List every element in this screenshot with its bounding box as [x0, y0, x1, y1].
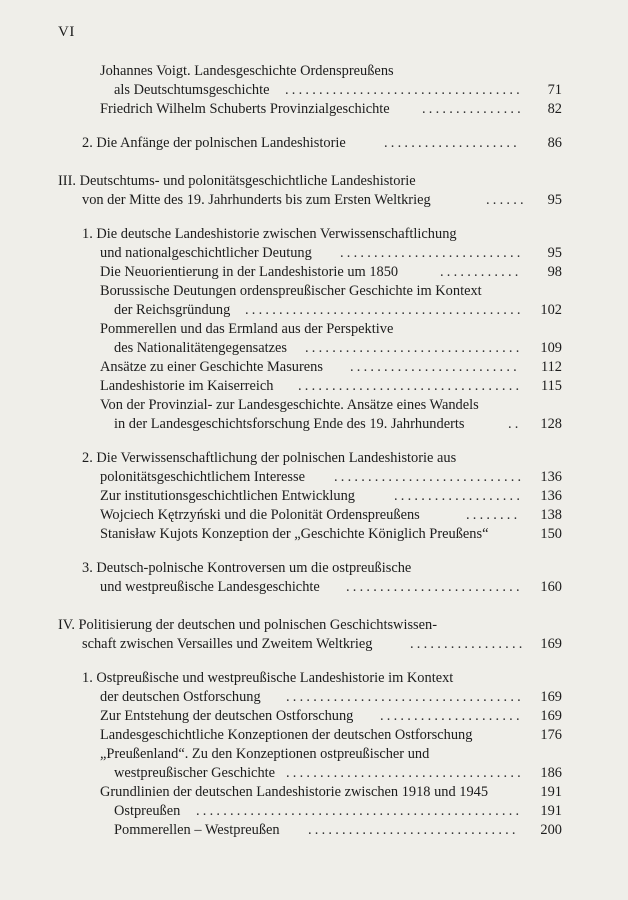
toc-entry-page: 95: [547, 192, 562, 208]
dot-leader: ............................: [334, 469, 525, 485]
toc-entry-page: 115: [540, 378, 562, 394]
toc-entry-title: Wojciech Kętrzyński und die Polonität Ordenspreußens: [100, 507, 420, 523]
toc-entry-iv-2: [0, 635, 628, 654]
toc-entry-iv-1: [0, 616, 628, 635]
toc-entry-ostpreussen: [0, 802, 628, 821]
toc-entry-title: von der Mitte des 19. Jahrhunderts bis zum Ersten Weltkrieg: [82, 192, 431, 208]
toc-entry-kontro-1: [0, 559, 628, 578]
toc-entry-page: 191: [540, 784, 562, 800]
toc-entry-preussenland-2: [0, 764, 628, 783]
toc-entry-title: des Nationalitätengegensatzes: [114, 340, 288, 356]
toc-entry-title: Die Neuorientierung in der Landeshistorie um 1850: [100, 264, 399, 280]
toc-entry-page: 186: [540, 765, 562, 781]
toc-entry-title: IV. Politisierung der deutschen und polnischen Geschichtswissen-: [58, 617, 438, 633]
toc-entry-title: Johannes Voigt. Landesgeschichte Ordenspreußens: [100, 63, 394, 79]
toc-entry-page: 169: [540, 689, 562, 705]
toc-entry-boruss-1: [0, 282, 628, 301]
dot-leader: ............: [440, 264, 522, 280]
toc-entry-page: 136: [540, 469, 562, 485]
toc-entry-page: 95: [547, 245, 562, 261]
dot-leader: ......: [486, 192, 527, 208]
toc-entry-pommerellen-wp: [0, 821, 628, 840]
dot-leader: ..........................: [346, 579, 523, 595]
toc-entry-ostf-2: [0, 688, 628, 707]
toc-entry-ostf-1: [0, 669, 628, 688]
toc-entry-title: Stanisław Kujots Konzeption der „Geschichte Königlich Preußens“: [100, 526, 489, 542]
toc-entry-page: 160: [540, 579, 562, 595]
dot-leader: ...................: [394, 488, 524, 504]
toc-entry-instit: [0, 487, 628, 506]
dot-leader: ................................................: [196, 803, 523, 819]
dot-leader: .........................................: [245, 302, 524, 318]
section-gap: [0, 434, 628, 449]
toc-entry-masuren: [0, 358, 628, 377]
toc-entry-title: polonitätsgeschichtlichem Interesse: [100, 469, 306, 485]
dot-leader: ........: [466, 507, 521, 523]
toc-entry-page: 109: [540, 340, 562, 356]
toc-entry-title: Von der Provinzial- zur Landesgeschichte. Ansätze eines Wandels: [100, 397, 479, 413]
toc-entry-title: Zur Entstehung der deutschen Ostforschung: [100, 708, 354, 724]
toc-entry-title: Ostpreußen: [114, 803, 181, 819]
toc-entry-title: Grundlinien der deutschen Landeshistorie zwischen 1918 und 1945: [100, 784, 489, 800]
toc-entry-ketrzynski: [0, 506, 628, 525]
section-gap: [0, 210, 628, 225]
toc-entry-title: schaft zwischen Versailles und Zweitem Weltkrieg: [82, 636, 373, 652]
toc-entry-konzept: [0, 726, 628, 745]
dot-leader: ...............: [422, 101, 524, 117]
toc-entry-page: 191: [540, 803, 562, 819]
toc-entry-title: III. Deutschtums- und polonitätsgeschichtliche Landeshistorie: [58, 173, 416, 189]
toc-entry-title: der deutschen Ostforschung: [100, 689, 261, 705]
toc-entry-page: 169: [540, 708, 562, 724]
toc-entry-page: 102: [540, 302, 562, 318]
toc-entry-kontro-2: [0, 578, 628, 597]
dot-leader: .................................: [298, 378, 523, 394]
toc-entry-page: 200: [540, 822, 562, 838]
dot-leader: ..: [508, 416, 522, 432]
dot-leader: ...........................: [340, 245, 524, 261]
toc-entry-page: 128: [540, 416, 562, 432]
toc-entry-title: Pommerellen – Westpreußen: [114, 822, 280, 838]
dot-leader: ...................................: [286, 689, 524, 705]
toc-entry-anfaenge: [0, 134, 628, 153]
toc-entry-page: 138: [540, 507, 562, 523]
toc-entry-neuorient: [0, 263, 628, 282]
toc-entry-title: 1. Die deutsche Landeshistorie zwischen Verwissenschaftlichung: [82, 226, 457, 242]
toc-entry-boruss-2: [0, 301, 628, 320]
section-gap: [0, 597, 628, 616]
toc-entry-title: der Reichsgründung: [114, 302, 231, 318]
toc-entry-title: „Preußenland“. Zu den Konzeptionen ostpreußischer und: [100, 746, 430, 762]
toc-entry-voigt-1: [0, 62, 628, 81]
toc-entry-title: als Deutschtumsgeschichte: [114, 82, 270, 98]
toc-entry-page: 169: [540, 636, 562, 652]
toc-entry-page: 150: [540, 526, 562, 542]
toc-entry-title: 1. Ostpreußische und westpreußische Landeshistorie im Kontext: [82, 670, 454, 686]
toc-entry-provinz-1: [0, 396, 628, 415]
toc-entry-kaiserreich: [0, 377, 628, 396]
toc-entry-provinz-2: [0, 415, 628, 434]
toc-entry-page: 112: [540, 359, 562, 375]
toc-entry-title: 2. Die Anfänge der polnischen Landeshistorie: [82, 135, 346, 151]
toc-entry-preussenland-1: [0, 745, 628, 764]
toc-entry-pomm-1: [0, 320, 628, 339]
toc-entry-title: und westpreußische Landesgeschichte: [100, 579, 320, 595]
toc-entry-grundlinien: [0, 783, 628, 802]
toc-entry-page: 136: [540, 488, 562, 504]
toc-entry-iii-2: [0, 191, 628, 210]
toc-entry-title: Landeshistorie im Kaiserreich: [100, 378, 274, 394]
dot-leader: .........................: [350, 359, 520, 375]
toc-entry-title: 2. Die Verwissenschaftlichung der polnischen Landeshistorie aus: [82, 450, 457, 466]
toc-entry-kujot: [0, 525, 628, 544]
dot-leader: ...................................: [285, 82, 523, 98]
toc-entry-schubert: [0, 100, 628, 119]
dot-leader: ...............................: [308, 822, 519, 838]
toc-entry-title: westpreußischer Geschichte: [114, 765, 276, 781]
toc-entry-title: in der Landesgeschichtsforschung Ende des 19. Jahrhunderts: [114, 416, 465, 432]
toc-entry-page: 98: [547, 264, 562, 280]
toc-entry-title: und nationalgeschichtlicher Deutung: [100, 245, 312, 261]
dot-leader: ....................: [384, 135, 520, 151]
toc-entry-title: Ansätze zu einer Geschichte Masurens: [100, 359, 323, 375]
toc-entry-title: Pommerellen und das Ermland aus der Perspektive: [100, 321, 394, 337]
section-gap: [0, 654, 628, 669]
toc-entry-title: Friedrich Wilhelm Schuberts Provinzialgeschichte: [100, 101, 390, 117]
toc-entry-title: Zur institutionsgeschichtlichen Entwicklung: [100, 488, 355, 504]
page-number: VI: [58, 24, 75, 40]
section-gap: [0, 153, 628, 172]
toc-entry-voigt-2: [0, 81, 628, 100]
dot-leader: ................................: [305, 340, 523, 356]
section-gap: [0, 119, 628, 134]
toc-entry-page: 176: [540, 727, 562, 743]
toc-entry-title: 3. Deutsch-polnische Kontroversen um die ostpreußische: [82, 560, 412, 576]
dot-leader: .................: [410, 636, 526, 652]
dot-leader: .....................: [380, 708, 523, 724]
toc-entry-iii-1: [0, 172, 628, 191]
toc-entry-title: Landesgeschichtliche Konzeptionen der deutschen Ostforschung: [100, 727, 473, 743]
toc-entry-title: Borussische Deutungen ordenspreußischer Geschichte im Kontext: [100, 283, 482, 299]
toc-entry-entstehung: [0, 707, 628, 726]
toc-entry-verwiss-2: [0, 468, 628, 487]
toc-entry-page: 86: [547, 135, 562, 151]
toc-entry-iii1-2: [0, 244, 628, 263]
toc-entry-page: 82: [547, 101, 562, 117]
section-gap: [0, 544, 628, 559]
toc-entry-page: 71: [547, 82, 562, 98]
toc-entry-verwiss-1: [0, 449, 628, 468]
table-of-contents: [0, 62, 628, 840]
dot-leader: ...................................: [286, 765, 524, 781]
toc-entry-pomm-2: [0, 339, 628, 358]
toc-entry-iii1-1: [0, 225, 628, 244]
